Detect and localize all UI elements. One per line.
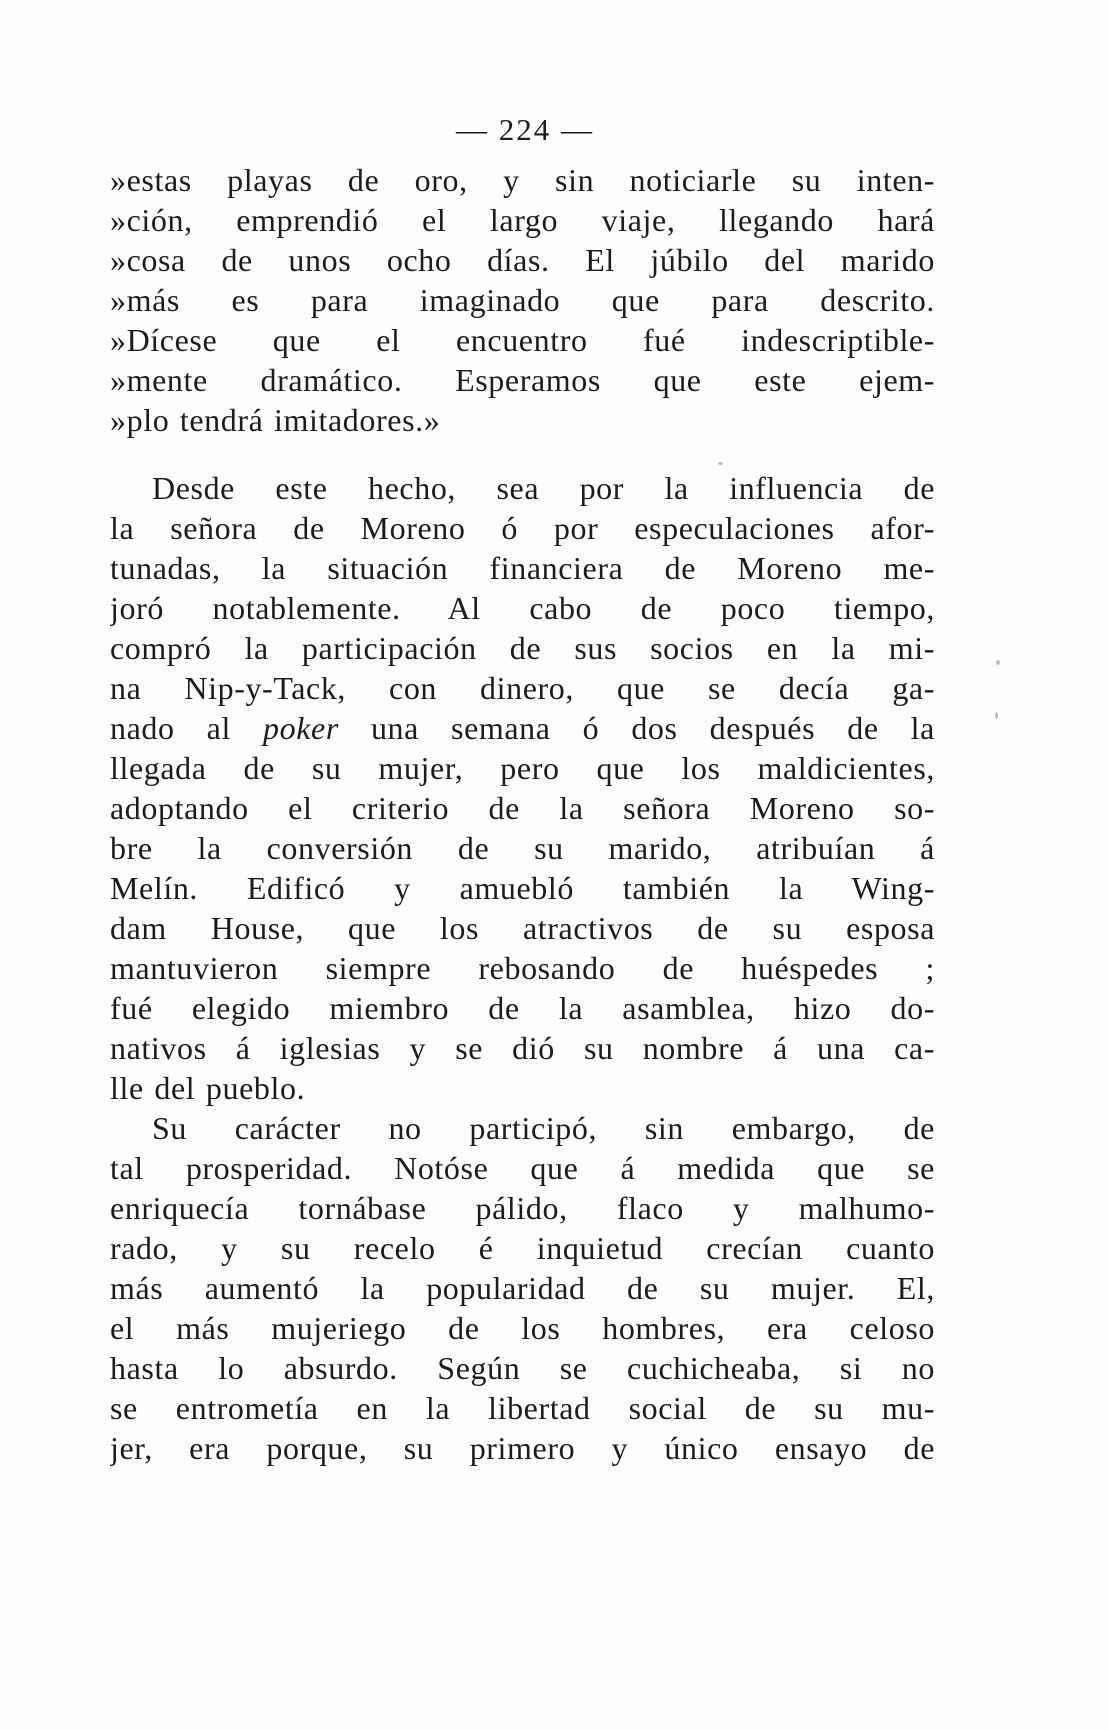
text-line: compró la participación de sus socios en la mi- bbox=[110, 630, 935, 666]
scan-speck bbox=[995, 712, 998, 719]
text-line: tal prosperidad. Notóse que á medida que se bbox=[110, 1150, 935, 1186]
text-line: tunadas, la situación financiera de Moreno me- bbox=[110, 550, 935, 586]
page-number: — 224 — bbox=[456, 112, 594, 147]
text-line: »estas playas de oro, y sin noticiarle su inten- bbox=[110, 162, 935, 198]
text-line: »plo tendrá imitadores.» bbox=[110, 402, 441, 438]
text-line: »mente dramático. Esperamos que este ejem- bbox=[110, 362, 935, 398]
text-line: adoptando el criterio de la señora Moreno so- bbox=[110, 790, 935, 826]
scan-speck bbox=[996, 660, 1000, 665]
text-line: »cosa de unos ocho días. El júbilo del marido bbox=[110, 242, 935, 278]
paragraph-three bbox=[110, 1108, 935, 1468]
text-line: Desde este hecho, sea por la influencia de bbox=[152, 470, 935, 506]
text-line: hasta lo absurdo. Según se cuchicheaba, si no bbox=[110, 1350, 935, 1386]
text-line: na Nip-y-Tack, con dinero, que se decía ga- bbox=[110, 670, 935, 706]
text-line: mantuvieron siempre rebosando de huéspedes ; bbox=[110, 950, 935, 986]
text-line: la señora de Moreno ó por especulaciones afor- bbox=[110, 510, 935, 546]
text-line: el más mujeriego de los hombres, era celoso bbox=[110, 1310, 935, 1346]
italic-word: poker bbox=[263, 710, 339, 746]
text-line: joró notablemente. Al cabo de poco tiempo, bbox=[110, 590, 935, 626]
paragraph-two bbox=[110, 468, 935, 1108]
text-line: fué elegido miembro de la asamblea, hizo do- bbox=[110, 990, 935, 1026]
quoted-passage bbox=[110, 160, 935, 440]
text-line: Su carácter no participó, sin embargo, de bbox=[152, 1110, 935, 1146]
text-line: Melín. Edificó y amuebló también la Wing- bbox=[110, 870, 935, 906]
text-line: lle del pueblo. bbox=[110, 1070, 306, 1106]
text-line: nado al poker una semana ó dos después de la bbox=[110, 710, 935, 746]
text-line: llegada de su mujer, pero que los maldicientes, bbox=[110, 750, 935, 786]
page-text bbox=[110, 160, 935, 1468]
scan-speck bbox=[718, 462, 723, 465]
text-line: dam House, que los atractivos de su esposa bbox=[110, 910, 935, 946]
text-line: »más es para imaginado que para descrito. bbox=[110, 282, 935, 318]
text-line: enriquecía tornábase pálido, flaco y malhumo- bbox=[110, 1190, 935, 1226]
text-line: más aumentó la popularidad de su mujer. El, bbox=[110, 1270, 935, 1306]
text-line: rado, y su recelo é inquietud crecían cuanto bbox=[110, 1230, 935, 1266]
text-line: jer, era porque, su primero y único ensayo de bbox=[110, 1430, 935, 1466]
text-line: bre la conversión de su marido, atribuían á bbox=[110, 830, 935, 866]
text-line: nativos á iglesias y se dió su nombre á una ca- bbox=[110, 1030, 935, 1066]
text-line: »ción, emprendió el largo viaje, llegando hará bbox=[110, 202, 935, 238]
text-line: se entrometía en la libertad social de su mu- bbox=[110, 1390, 935, 1426]
text-line: »Dícese que el encuentro fué indescriptible- bbox=[110, 322, 935, 358]
